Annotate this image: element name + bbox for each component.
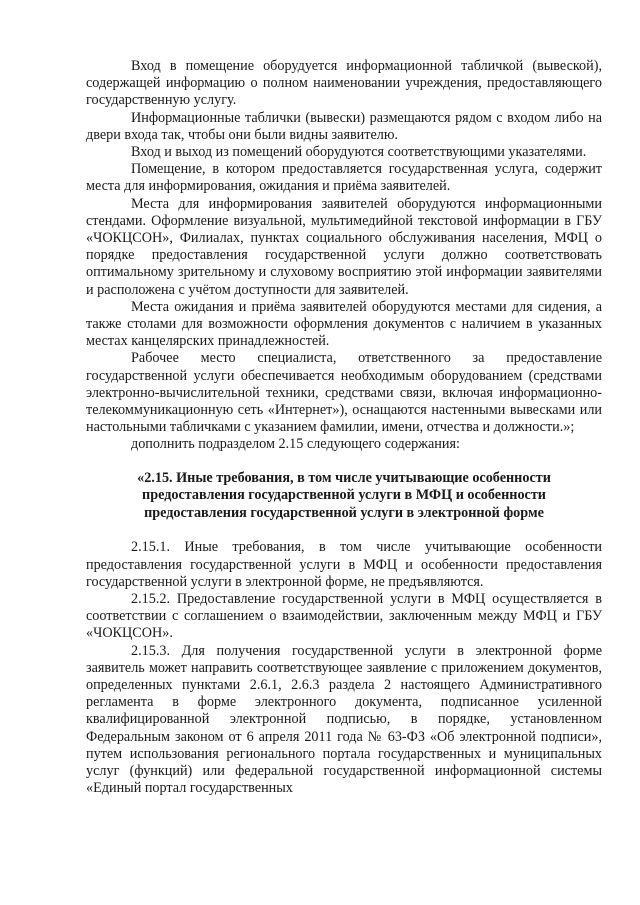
paragraph-info-plates: Информационные таблички (вывески) размещаются рядом с входом либо на двери входа так, чтобы они были видны заявителю. (86, 109, 602, 143)
paragraph-2-15-2: 2.15.2. Предоставление государственной услуги в МФЦ осуществляется в соответствии с соглашением о взаимодействии, заключенным между МФЦ и ГБУ «ЧОКЦСОН». (86, 591, 602, 642)
paragraph-supplement: дополнить подразделом 2.15 следующего содержания: (131, 436, 460, 453)
paragraph-workplace: Рабочее место специалиста, ответственного за предоставление государственной услуги обеспечивается необходимым оборудованием (средствами электронно-вычислительной техники, средствами связи, включая информационно-телекоммуникационную сеть «Интернет»), оснащаются настенными вывесками или настольными табличками с указанием фамилии, имени, отчества и должности.»; (86, 350, 602, 436)
paragraph-2-15-3: 2.15.3. Для получения государственной услуги в электронной форме заявитель может направить соответствующее заявление с приложением документов, определенных пунктами 2.6.1, 2.6.3 раздела 2 настоящего Административного регламента в форме электронного документа, подписанное усиленной квалифицированной электронной подписью, в порядке, установленном Федеральным законом от 6 апреля 2011 года № 63-ФЗ «Об электронной подписи», путем использования регионального портала государственных и муниципальных услуг (функций) или федеральной государственной информационной системы «Единый портал государственных (86, 642, 602, 797)
paragraph-info-stands: Места для информирования заявителей оборудуются информационными стендами. Оформление визуальной, мультимедийной текстовой информации в ГБУ «ЧОКЦСОН», Филиалах, пунктах социального обслуживания населения, МФЦ о порядке предоставления государственной услуги должно соответствовать оптимальному зрительному и слуховому восприятию этой информации заявителями и расположена с учётом доступности для заявителей. (86, 195, 602, 298)
paragraph-2-15-1: 2.15.1. Иные требования, в том числе учитывающие особенности предоставления государственной услуги в МФЦ и особенности предоставления государственной услуги в электронной форме, не предъявляются. (86, 539, 602, 590)
paragraph-premises: Помещение, в котором предоставляется государственная услуга, содержит места для информирования, ожидания и приёма заявителей. (86, 161, 602, 195)
paragraph-entrance-exit: Вход и выход из помещений оборудуются соответствующими указателями. (131, 144, 587, 161)
paragraph-entrance-sign: Вход в помещение оборудуется информационной табличкой (вывеской), содержащей информацию о полном наименовании учреждения, предоставляющего государственную услугу. (86, 58, 602, 109)
section-heading: «2.15. Иные требования, в том числе учитывающие особенности предоставления государственной услуги в МФЦ и особенности предоставления государственной услуги в электронной форме (137, 469, 551, 521)
paragraph-waiting-places: Места ожидания и приёма заявителей оборудуются местами для сидения, а также столами для возможности оформления документов с наличием в указанных местах канцелярских принадлежностей. (86, 298, 602, 350)
